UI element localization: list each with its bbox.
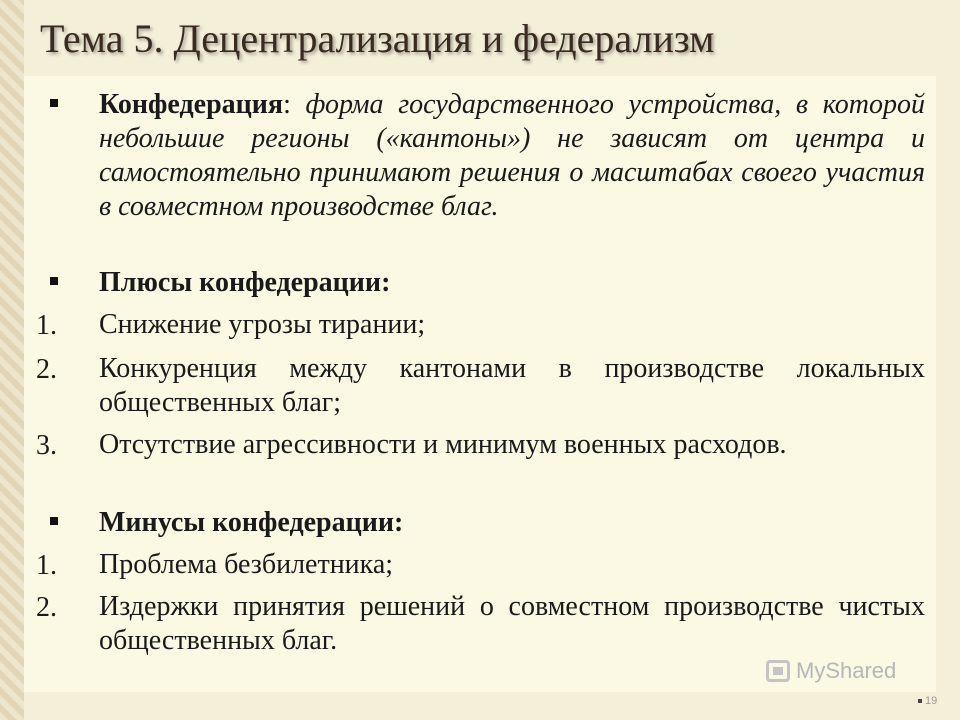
definition-text (99, 88, 925, 224)
list-number: 3. (36, 430, 57, 461)
presentation-icon (766, 660, 790, 682)
decorative-left-band (0, 0, 24, 720)
slide-title: Тема 5. Децентрализация и федерализм (40, 16, 715, 61)
definition-body: форма государственного устройства, в которой небольшие регионы («кантоны») не зависят от центра и самостоятельно принимают решения о масштабах своего участия в совместном производстве благ. (99, 89, 926, 222)
page-number-text: 19 (925, 695, 938, 707)
cons-heading: Минусы конфедерации: (99, 507, 404, 538)
list-item-text: Издержки принятия решений о совместном производстве чистых общественных благ. (99, 591, 925, 656)
content-panel (24, 76, 936, 692)
list-item-text: Конкуренция между кантонами в производстве локальных общественных благ; (99, 353, 925, 418)
list-item-text: Отсутствие агрессивности и минимум военных расходов. (99, 429, 787, 460)
definition-term: Конфедерация (99, 89, 284, 120)
list-number: 2. (36, 592, 57, 623)
watermark (766, 656, 936, 686)
page-number (918, 692, 958, 710)
pros-heading: Плюсы конфедерации: (99, 267, 391, 298)
watermark-text: MyShared (796, 658, 897, 683)
list-number: 1. (36, 310, 57, 341)
list-number: 1. (36, 550, 57, 581)
bullet-icon (918, 699, 922, 703)
definition-colon: : (283, 89, 291, 120)
list-number: 2. (36, 354, 57, 385)
list-item-text: Проблема безбилетника; (99, 549, 394, 580)
list-item-text: Снижение угрозы тирании; (99, 309, 426, 340)
